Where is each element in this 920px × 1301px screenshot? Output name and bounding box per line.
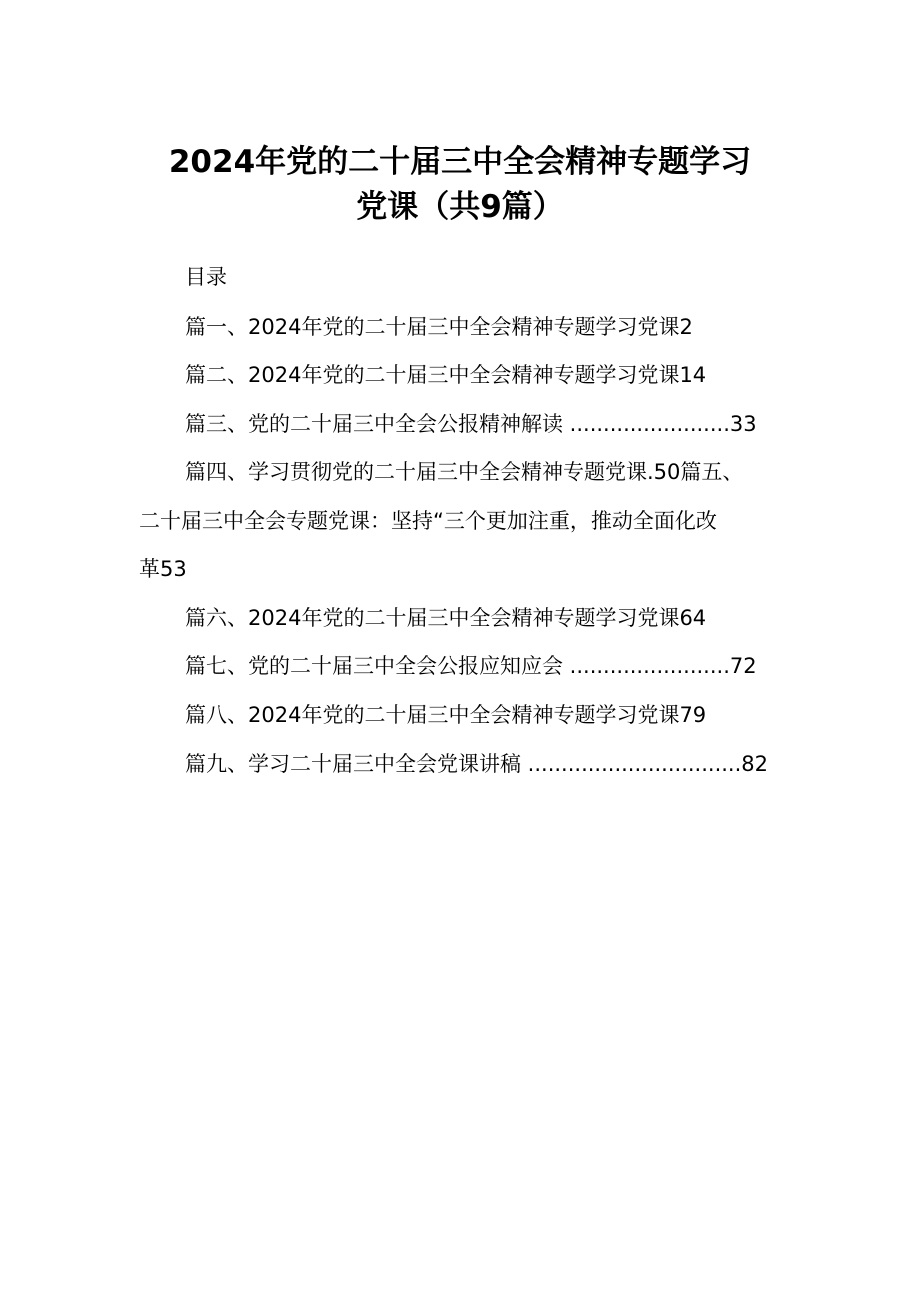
document-title-line-2: 党课（共9篇） [356, 189, 564, 225]
toc-entry-3[interactable]: 篇三、党的二十届三中全会公报精神解读 ........................33 [185, 412, 757, 436]
toc-entry-5-continued[interactable]: 二十届三中全会专题党课：坚持“三个更加注重，推动全面化改 [139, 509, 717, 533]
toc-entry-1[interactable]: 篇一、2024年党的二十届三中全会精神专题学习党课2 [185, 315, 693, 339]
document-title-line-1: 2024年党的二十届三中全会精神专题学习 [168, 144, 752, 180]
toc-heading: 目录 [185, 265, 227, 289]
toc-entry-8[interactable]: 篇八、2024年党的二十届三中全会精神专题学习党课79 [185, 703, 707, 727]
toc-entry-2[interactable]: 篇二、2024年党的二十届三中全会精神专题学习党课14 [185, 363, 707, 387]
toc-entry-6[interactable]: 篇六、2024年党的二十届三中全会精神专题学习党课64 [185, 606, 707, 630]
toc-entry-5-end[interactable]: 革53 [139, 557, 187, 581]
toc-entry-9[interactable]: 篇九、学习二十届三中全会党课讲稿 ................................82 [185, 752, 769, 776]
toc-entry-4[interactable]: 篇四、学习贯彻党的二十届三中全会精神专题党课.50篇五、 [185, 460, 744, 484]
toc-entry-7[interactable]: 篇七、党的二十届三中全会公报应知应会 ........................72 [185, 654, 757, 678]
